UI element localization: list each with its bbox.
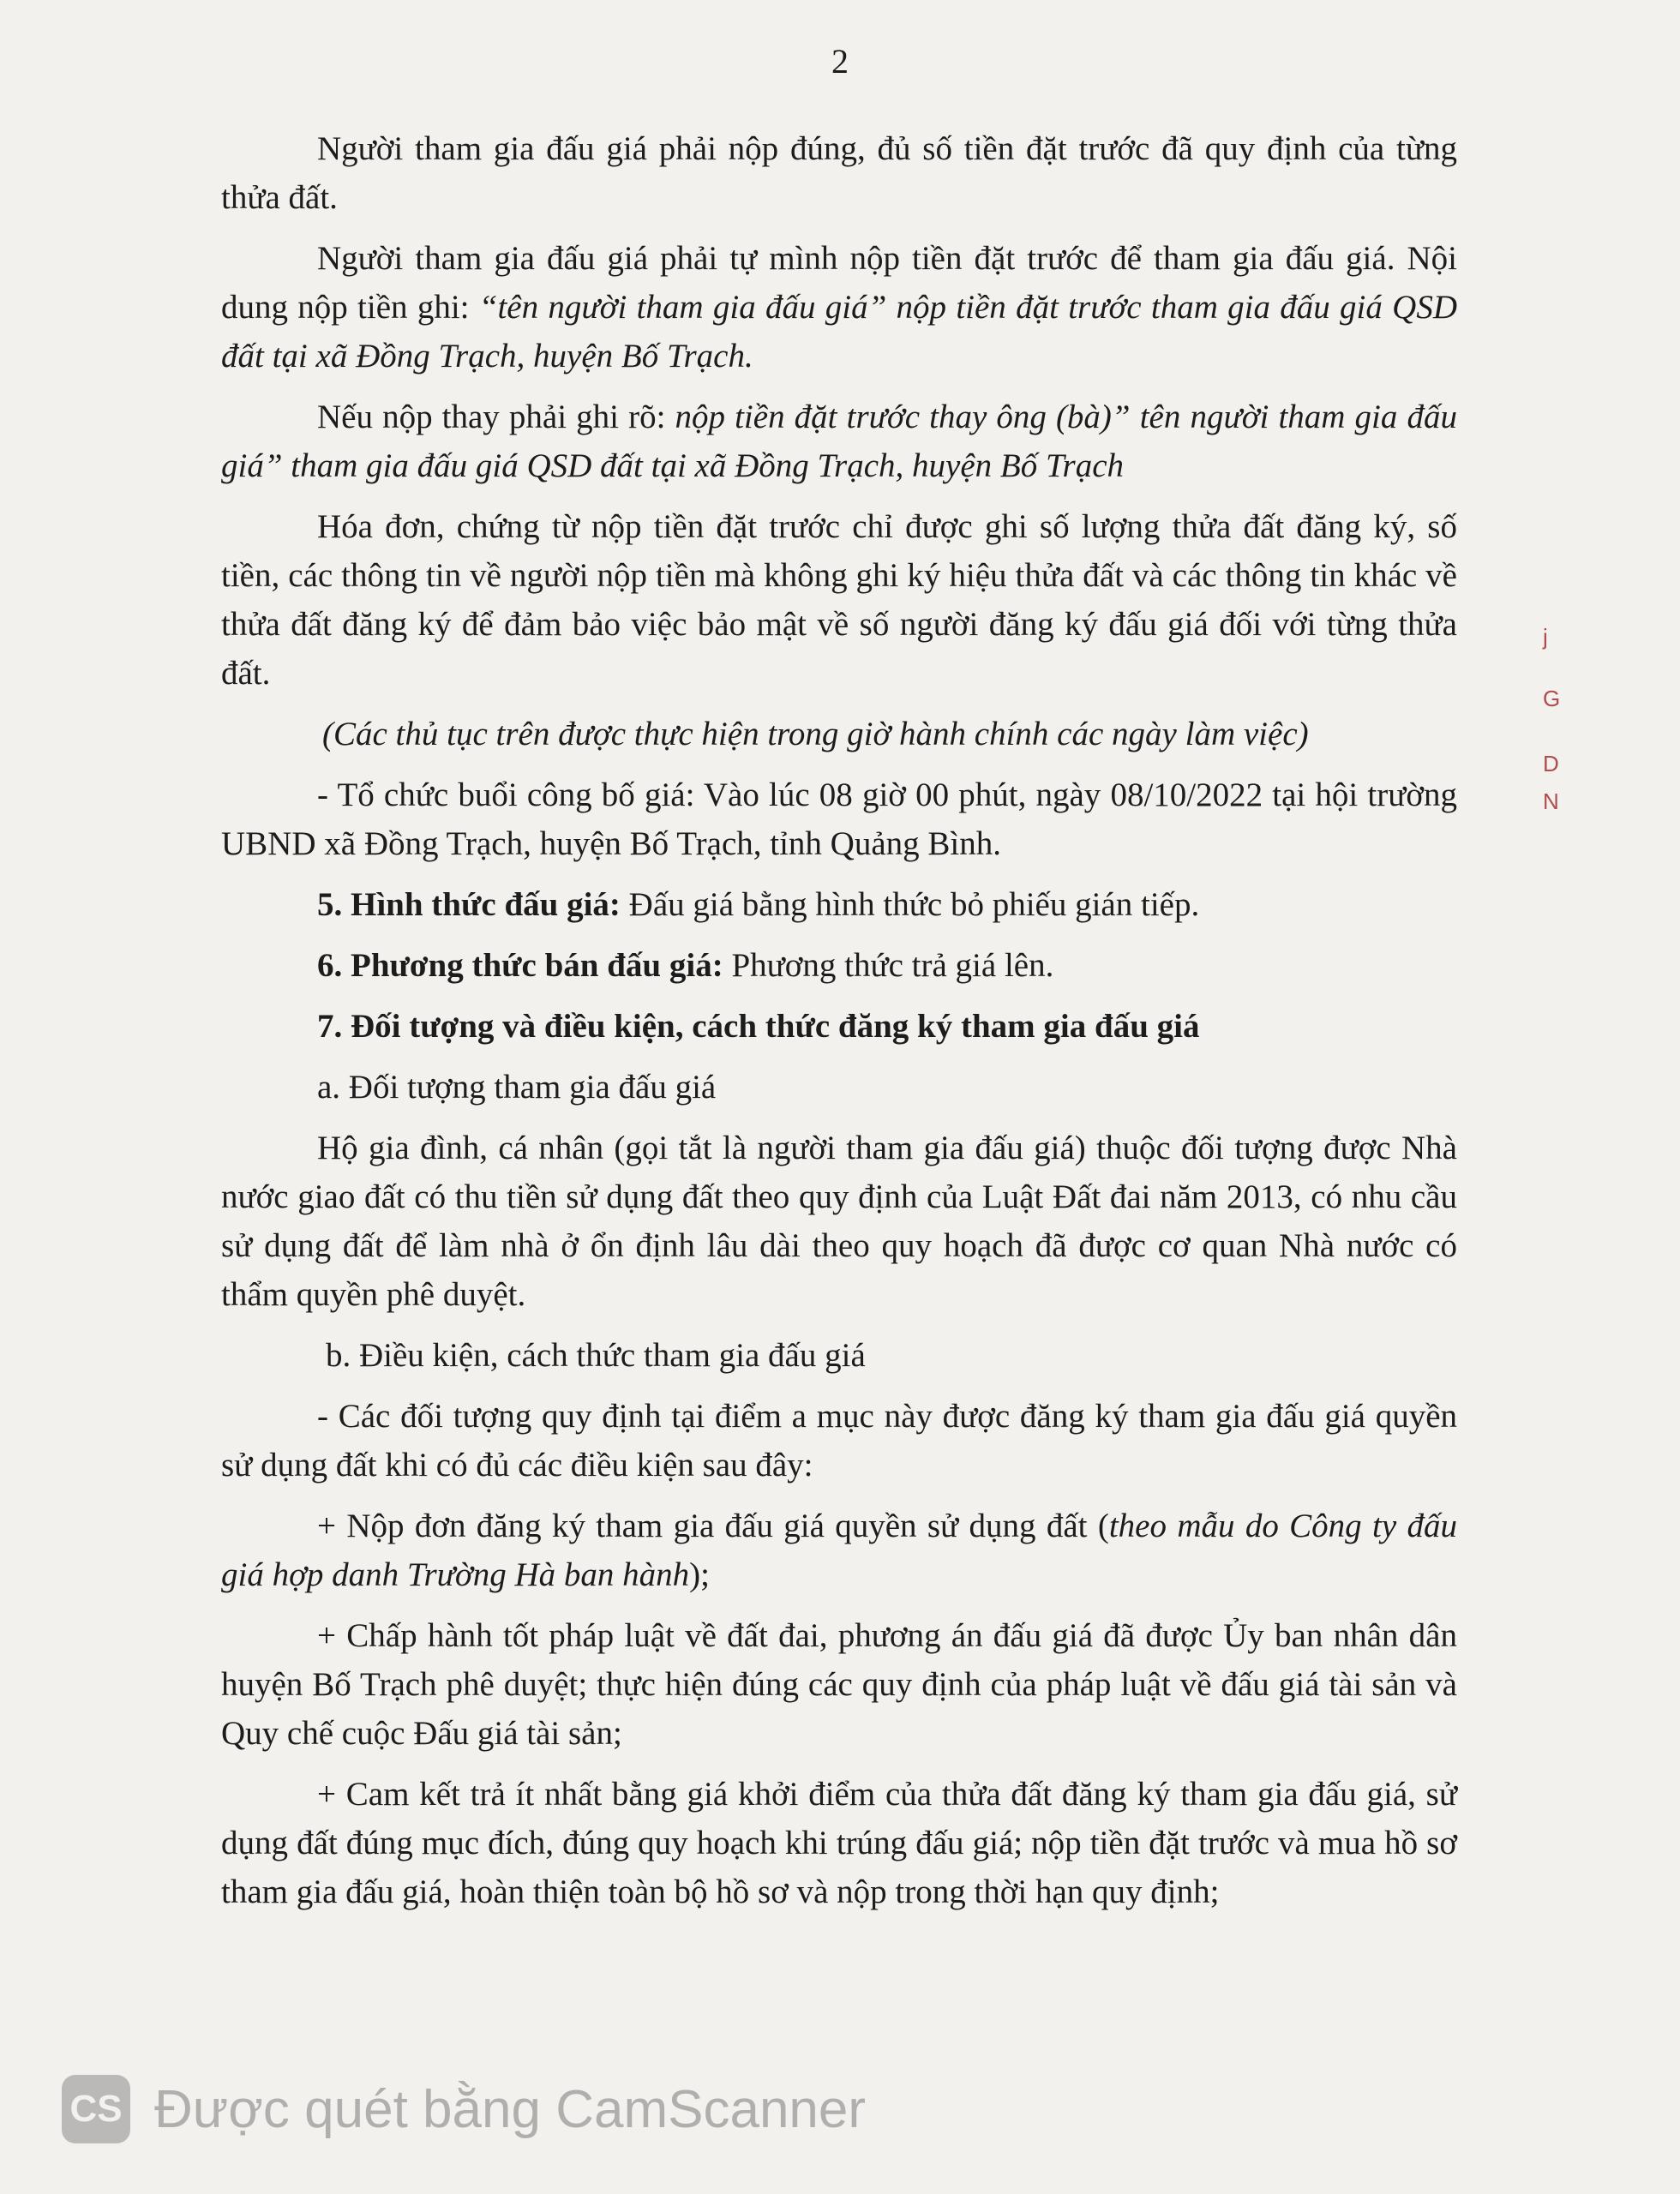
subsection-b-heading: b. Điều kiện, cách thức tham gia đấu giá	[326, 1337, 866, 1374]
page-number: 2	[831, 42, 849, 81]
subsection-a-heading: a. Đối tượng tham gia đấu giá	[317, 1069, 717, 1106]
edge-mark: N	[1543, 788, 1559, 814]
section-6-auction-method: 6. Phương thức bán đấu giá: Phương thức trả giá lên.	[317, 947, 1054, 984]
document-body	[221, 124, 1457, 1916]
section-5-auction-form: 5. Hình thức đấu giá: Đấu giá bằng hình thức bỏ phiếu gián tiếp.	[317, 886, 1200, 923]
camscanner-watermark	[62, 2071, 866, 2148]
condition-commitment: + Cam kết trả ít nhất bằng giá khởi điểm của thửa đất đăng ký tham gia đấu giá, sử dụng đất đúng mục đích, đúng quy hoạch khi trúng đấu giá; nộp tiền đặt trước và mua hồ sơ tham gia đấu giá, hoàn thiện toàn bộ hồ sơ và nộp trong thời hạn quy định;	[221, 1776, 1457, 1910]
paragraph-invoice: Hóa đơn, chứng từ nộp tiền đặt trước chỉ được ghi số lượng thửa đất đăng ký, số tiền, các thông tin về người nộp tiền mà không ghi ký hiệu thửa đất và các thông tin khác về thửa đất đăng ký để đảm bảo việc bảo mật về số người đăng ký đấu giá đối với từng thửa đất.	[221, 508, 1457, 692]
condition-application: + Nộp đơn đăng ký tham gia đấu giá quyền sử dụng đất (theo mẫu do Công ty đấu giá hợp danh Trường Hà ban hành);	[221, 1508, 1458, 1593]
camscanner-text: Được quét bằng CamScanner	[154, 2079, 867, 2139]
section-7-heading: 7. Đối tượng và điều kiện, cách thức đăng ký tham gia đấu giá	[317, 1008, 1200, 1045]
paragraph-deposit-amount: Người tham gia đấu giá phải nộp đúng, đủ số tiền đặt trước đã quy định của từng thửa đất.	[221, 130, 1457, 216]
paragraph-deposit-self: Người tham gia đấu giá phải tự mình nộp tiền đặt trước để tham gia đấu giá. Nội dung nộp tiền ghi: “tên người tham gia đấu giá” nộp tiền đặt trước tham gia đấu giá QSD đất tại xã Đồng Trạch, huyện Bố Trạch.	[221, 240, 1457, 375]
edge-mark: D	[1543, 751, 1559, 776]
paragraph-office-hours-note: (Các thủ tục trên được thực hiện trong giờ hành chính các ngày làm việc)	[322, 716, 1309, 752]
condition-compliance: + Chấp hành tốt pháp luật về đất đai, phương án đấu giá đã được Ủy ban nhân dân huyện Bố Trạch phê duyệt; thực hiện đúng các quy định của pháp luật về đấu giá tài sản và Quy chế cuộc Đấu giá tài sản;	[221, 1617, 1457, 1752]
paragraph-deposit-proxy: Nếu nộp thay phải ghi rõ: nộp tiền đặt trước thay ông (bà)” tên người tham gia đấu giá” tham gia đấu giá QSD đất tại xã Đồng Trạch, huyện Bố Trạch	[221, 399, 1457, 484]
paragraph-participants: Hộ gia đình, cá nhân (gọi tắt là người tham gia đấu giá) thuộc đối tượng được Nhà nước giao đất có thu tiền sử dụng đất theo quy định của Luật Đất đai năm 2013, có nhu cầu sử dụng đất để làm nhà ở ổn định lâu dài theo quy hoạch đã được cơ quan Nhà nước có thẩm quyền phê duyệt.	[221, 1130, 1457, 1313]
paragraph-price-announcement: - Tổ chức buổi công bố giá: Vào lúc 08 giờ 00 phút, ngày 08/10/2022 tại hội trường UBND xã Đồng Trạch, huyện Bố Trạch, tỉnh Quảng Bình.	[221, 776, 1457, 862]
edge-mark: G	[1543, 686, 1561, 711]
paragraph-conditions-intro: - Các đối tượng quy định tại điểm a mục này được đăng ký tham gia đấu giá quyền sử dụng đất khi có đủ các điều kiện sau đây:	[221, 1398, 1457, 1484]
edge-mark: j	[1543, 624, 1548, 650]
camscanner-logo-icon: CS	[62, 2075, 130, 2143]
